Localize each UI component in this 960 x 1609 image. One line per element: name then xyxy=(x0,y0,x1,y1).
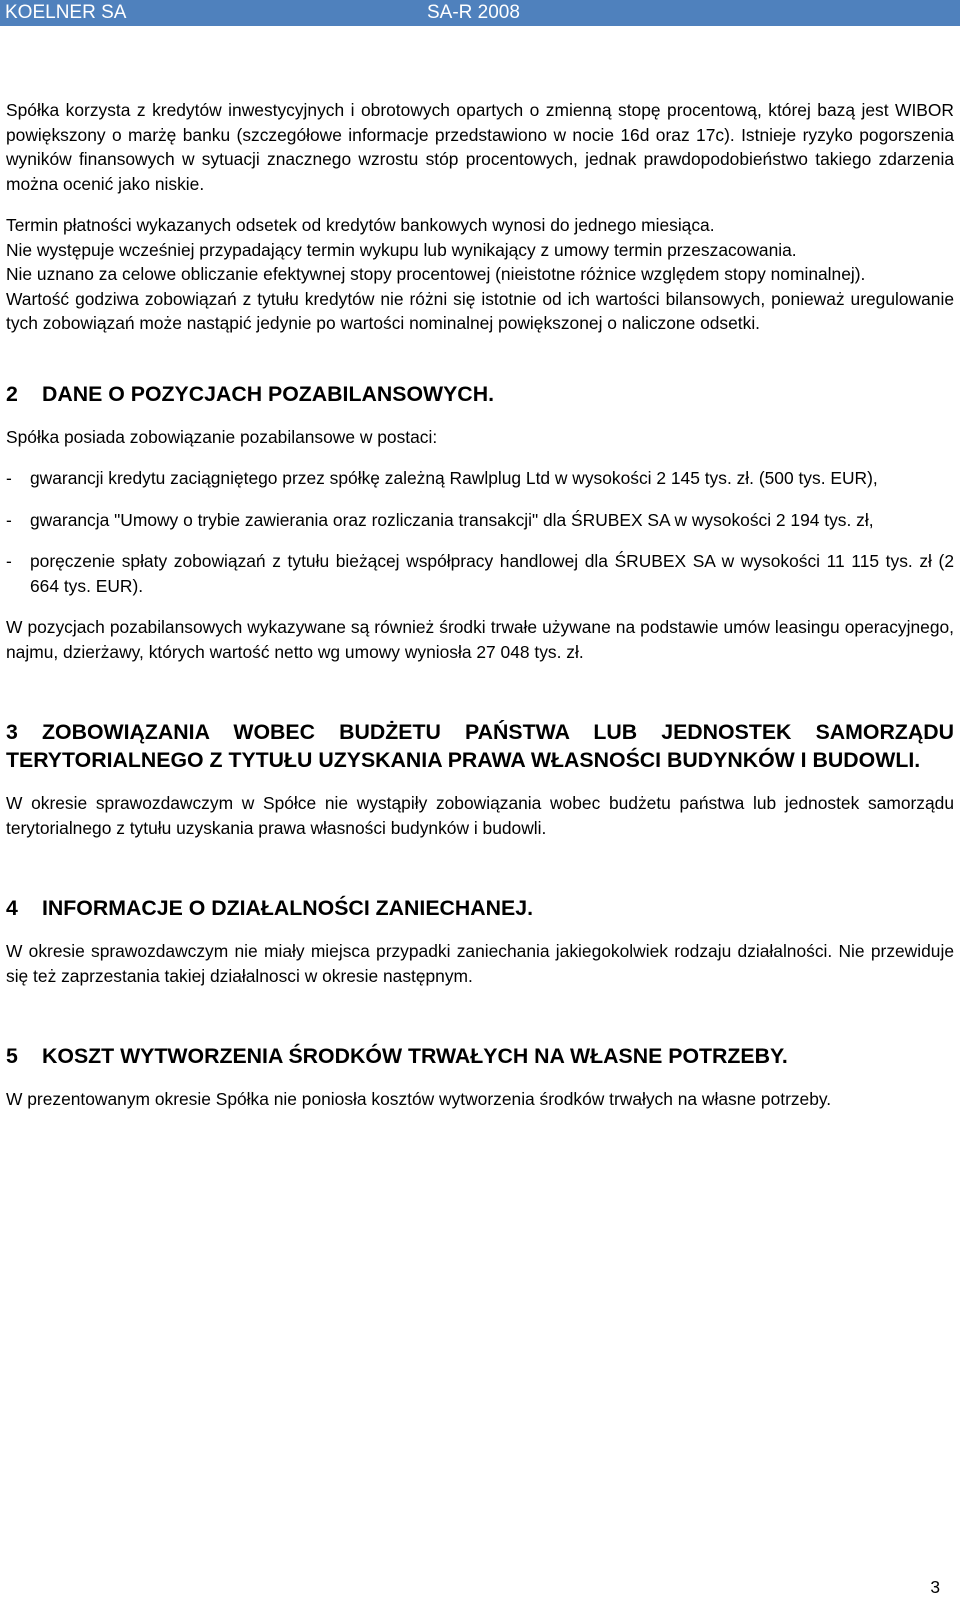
list-item: - gwarancja "Umowy o trybie zawierania oraz rozliczania transakcji" dla ŚRUBEX SA w wysokości 2 194 tys. zł, xyxy=(6,509,874,530)
section-3-heading xyxy=(6,718,954,774)
section-4-body: W okresie sprawozdawczym nie miały miejsca przypadki zaniechania jakiegokolwiek rodzaju działalności. Nie przewiduje się też zaprzestania takiej działalnosci w okresie następnym. xyxy=(6,941,954,986)
list-item: - poręczenie spłaty zobowiązań z tytułu bieżącej współpracy handlowej dla ŚRUBEX SA w wysokości 11 115 tys. zł (2 664 tys. EUR). xyxy=(6,551,954,596)
section-2-number: 2 xyxy=(6,381,18,406)
header-company: KOELNER SA xyxy=(5,2,127,23)
section-4-title: INFORMACJE O DZIAŁALNOŚCI ZANIECHANEJ. xyxy=(42,896,534,920)
paragraph-repricing: Nie występuje wcześniej przypadający termin wykupu lub wynikający z umowy termin przeszacowania. xyxy=(6,239,797,260)
off-balance-list xyxy=(6,466,954,598)
section-4-number: 4 xyxy=(6,896,18,920)
paragraph-interest-risk: Spółka korzysta z kredytów inwestycyjnych i obrotowych opartych o zmienną stopę procentową, której bazą jest WIBOR powiększony o marżę banku (szczegółowe informacje przedstawiono w nocie 16d oraz 17c). Istnieje ryzyko pogorszenia wyników finansowych w sytuacji znacznego wzrostu stóp procentowych, jednak prawdopodobieństwo takiego zdarzenia można ocenić jako niskie. xyxy=(6,100,954,194)
section-5-body: W prezentowanym okresie Spółka nie poniosła kosztów wytworzenia środków trwałych na własne potrzeby. xyxy=(6,1089,832,1109)
page-header xyxy=(0,0,960,26)
section-2-intro: Spółka posiada zobowiązanie pozabilansowe w postaci: xyxy=(6,426,438,447)
section-5-number: 5 xyxy=(6,1044,18,1068)
section-4-heading xyxy=(6,894,954,922)
section-3-title: ZOBOWIĄZANIA WOBEC BUDŻETU PAŃSTWA LUB JEDNOSTEK SAMORZĄDU TERYTORIALNEGO Z TYTUŁU UZYSKANIA PRAWA WŁASNOŚCI BUDYNKÓW I BUDOWLI. xyxy=(6,720,954,772)
paragraph-fair-value: Wartość godziwa zobowiązań z tytułu kredytów nie różni się istotnie od ich wartości bilansowych, ponieważ uregulowanie tych zobowiązań może nastąpić jedynie po wartości nominalnej powiększonej o naliczone odsetki. xyxy=(6,288,954,333)
list-item: - gwarancji kredytu zaciągniętego przez spółkę zależną Rawlplug Ltd w wysokości 2 145 tys. zł. (500 tys. EUR), xyxy=(6,468,878,488)
document-body xyxy=(6,98,954,1112)
section-2-heading xyxy=(6,380,954,408)
section-2-title: DANE O POZYCJACH POZABILANSOWYCH. xyxy=(42,381,494,406)
section-5-title: KOSZT WYTWORZENIA ŚRODKÓW TRWAŁYCH NA WŁASNE POTRZEBY. xyxy=(42,1044,788,1068)
paragraph-payment-term: Termin płatności wykazanych odsetek od kredytów bankowych wynosi do jednego miesiąca. xyxy=(6,215,715,235)
section-2-outro: W pozycjach pozabilansowych wykazywane są również środki trwałe używane na podstawie umów leasingu operacyjnego, najmu, dzierżawy, których wartość netto wg umowy wyniosła 27 048 tys. zł. xyxy=(6,617,954,662)
section-3-number: 3 xyxy=(6,720,18,744)
page-number: 3 xyxy=(930,1577,940,1597)
header-report: SA-R 2008 xyxy=(427,2,520,23)
section-5-heading xyxy=(6,1042,954,1070)
paragraph-effective-rate: Nie uznano za celowe obliczanie efektywnej stopy procentowej (nieistotne różnice względem stopy nominalnej). xyxy=(6,264,866,284)
section-3-body: W okresie sprawozdawczym w Spółce nie wystąpiły zobowiązania wobec budżetu państwa lub jednostek samorządu terytorialnego z tytułu uzyskania prawa własności budynków i budowli. xyxy=(6,793,954,838)
